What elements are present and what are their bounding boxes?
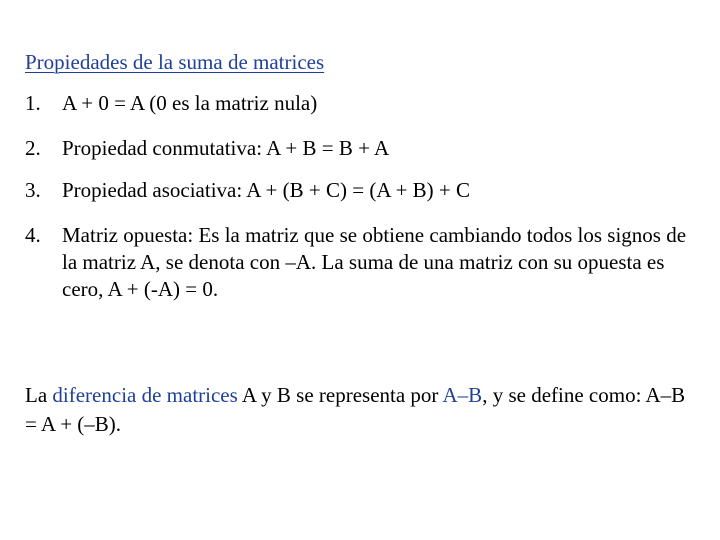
list-item-text: Matriz opuesta: Es la matriz que se obtiene cambiando todos los signos de la matriz A, se denota con –A. La suma de una matriz con su opuesta es cero, A + (-A) = 0.: [62, 223, 687, 301]
definition-paragraph: [25, 381, 695, 439]
list-item-text: A + 0 = A (0 es la matriz nula): [62, 91, 318, 115]
definition-text: A y B se representa por: [237, 383, 443, 407]
list-item: [25, 135, 695, 162]
list-item-text: Propiedad asociativa: A + (B + C) = (A + B) + C: [62, 178, 471, 202]
list-item-number: 1.: [25, 91, 41, 115]
list-item-text: Propiedad conmutativa: A + B = B + A: [62, 136, 390, 160]
list-item-number: 3.: [25, 178, 41, 202]
list-item: [25, 90, 695, 117]
list-item: [25, 177, 695, 204]
list-item: [25, 222, 695, 303]
list-item-number: 2.: [25, 136, 41, 160]
definition-text: La: [25, 383, 53, 407]
definition-symbol: A–B: [442, 383, 483, 407]
slide-title: Propiedades de la suma de matrices: [25, 50, 325, 74]
definition-term: diferencia de matrices: [52, 383, 238, 407]
list-item-number: 4.: [25, 223, 41, 247]
definition-text: , y se define como: A–B = A + (–B).: [25, 383, 686, 436]
